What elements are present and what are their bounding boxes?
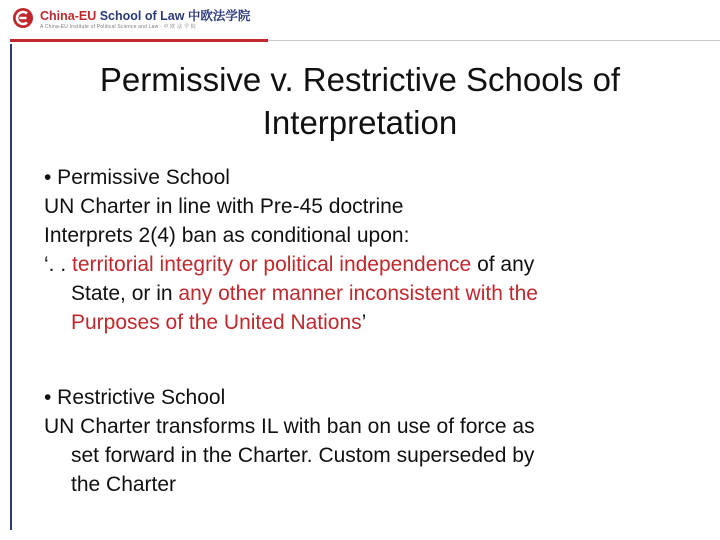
header-divider-red — [10, 39, 268, 42]
section-spacer — [44, 337, 684, 383]
slide-title: Permissive v. Restrictive Schools of Interpretation — [99, 61, 621, 141]
left-margin-rule — [10, 44, 12, 530]
permissive-heading: • Permissive School — [44, 166, 230, 189]
quote-highlight-1: territorial integrity or political independence — [72, 253, 472, 276]
quote-mid: of any — [471, 253, 535, 276]
permissive-line-2: Interprets 2(4) ban as conditional upon: — [44, 224, 410, 247]
restrictive-line-1: UN Charter transforms IL with ban on use of force as — [44, 415, 535, 438]
permissive-quote-line-1 — [44, 250, 684, 279]
slide-header — [0, 0, 720, 44]
slide-body — [44, 163, 684, 499]
quote-close: ’ — [361, 311, 367, 334]
permissive-quote-line-3 — [44, 308, 684, 337]
quote-open: ‘. . — [44, 253, 73, 276]
quote-line2-text: State, or in — [71, 282, 179, 305]
restrictive-line-2: set forward in the Charter. Custom superseded by — [71, 444, 535, 467]
permissive-quote-line-2 — [44, 279, 684, 308]
school-name — [40, 6, 250, 24]
restrictive-heading: • Restrictive School — [44, 386, 226, 409]
school-name-eu: China-EU — [40, 9, 97, 23]
school-logo-icon — [12, 7, 34, 29]
quote-highlight-3: Purposes of the United Nations — [71, 311, 362, 334]
school-name-rest: School of Law 中欧法学院 — [96, 9, 251, 23]
permissive-line-1: UN Charter in line with Pre-45 doctrine — [44, 195, 404, 218]
quote-highlight-2: any other manner inconsistent with the — [178, 282, 538, 305]
restrictive-line-3: the Charter — [71, 473, 177, 496]
header-divider-grey — [268, 40, 720, 41]
school-subtitle: A China-EU Institute of Political Science and Law · 中 欧 法 学 院 — [40, 24, 196, 30]
